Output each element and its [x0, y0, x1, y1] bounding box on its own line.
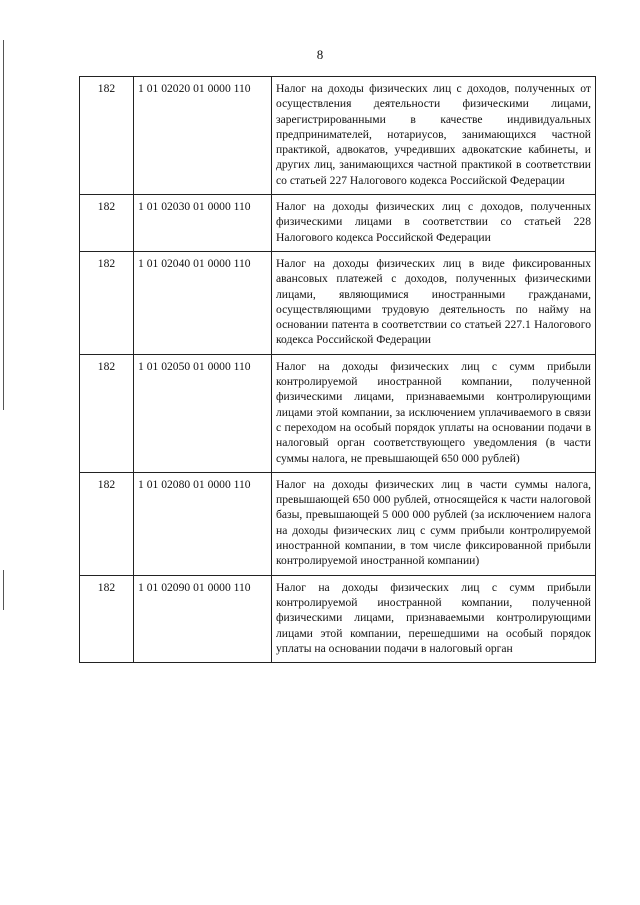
- table-row: [80, 195, 596, 252]
- income-name-cell: Налог на доходы физических лиц с доходов, полученных от осуществления деятельности физическими лицами, зарегистрированными в качестве индивидуальных предпринимателей, нотариусов, занимающихся частной практикой, адвокатов, учредивших адвокатские кабинеты, и других лиц, занимающихся частной практикой в соответствии со статьей 227 Налогового кодекса Российской Федерации: [272, 77, 596, 195]
- kbk-code-cell: 1 01 02030 01 0000 110: [134, 195, 272, 252]
- kbk-code-cell: 1 01 02020 01 0000 110: [134, 77, 272, 195]
- table-row: [80, 77, 596, 195]
- table-row: [80, 472, 596, 575]
- kbk-code-cell: 1 01 02050 01 0000 110: [134, 354, 272, 472]
- table-row: [80, 354, 596, 472]
- kbk-code-cell: 1 01 02080 01 0000 110: [134, 472, 272, 575]
- income-name-cell: Налог на доходы физических лиц с доходов, полученных физическими лицами в соответствии со статьей 228 Налогового кодекса Российской Федерации: [272, 195, 596, 252]
- admin-code-cell: 182: [80, 195, 134, 252]
- scan-edge-mark-bottom: [3, 570, 4, 610]
- table-row: [80, 251, 596, 354]
- admin-code-cell: 182: [80, 251, 134, 354]
- kbk-code-cell: 1 01 02090 01 0000 110: [134, 575, 272, 662]
- admin-code-cell: 182: [80, 472, 134, 575]
- income-name-cell: Налог на доходы физических лиц в части суммы налога, превышающей 650 000 рублей, относящейся к части налоговой базы, превышающей 5 000 000 рублей (за исключением налога на доходы физических лиц с сумм прибыли контролируемой иностранной компании, в том числе фиксированной прибыли контролируемой иностранной компании): [272, 472, 596, 575]
- admin-code-cell: 182: [80, 77, 134, 195]
- table-row: [80, 575, 596, 662]
- admin-code-cell: 182: [80, 354, 134, 472]
- kbk-table: [79, 76, 596, 663]
- page-number: 8: [316, 47, 324, 62]
- income-name-cell: Налог на доходы физических лиц в виде фиксированных авансовых платежей с доходов, полученных физическими лицами, являющимися иностранными гражданами, осуществляющими трудовую деятельность по найму на основании патента в соответствии со статьей 227.1 Налогового кодекса Российской Федерации: [272, 251, 596, 354]
- scan-edge-mark-top: [3, 40, 4, 410]
- kbk-code-cell: 1 01 02040 01 0000 110: [134, 251, 272, 354]
- admin-code-cell: 182: [80, 575, 134, 662]
- income-name-cell: Налог на доходы физических лиц с сумм прибыли контролируемой иностранной компании, полученной физическими лицами, признаваемыми контролирующими лицами этой компании, перешедшими на особый порядок уплаты на основании подачи в налоговый орган: [272, 575, 596, 662]
- income-name-cell: Налог на доходы физических лиц с сумм прибыли контролируемой иностранной компании, полученной физическими лицами, признаваемыми контролирующими лицами этой компании, за исключением уплачиваемого в связи с переходом на особый порядок уплаты на основании подачи в налоговый орган соответствующего уведомления (в части суммы налога, не превышающей 650 000 рублей): [272, 354, 596, 472]
